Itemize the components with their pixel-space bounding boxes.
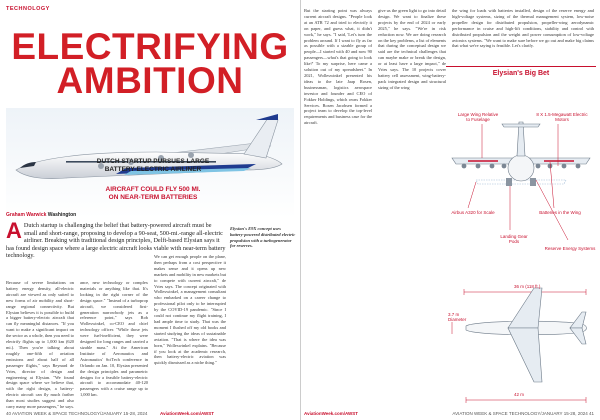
diagram-divider: [446, 66, 596, 67]
footer-url[interactable]: [160, 411, 214, 416]
deck-highlight-line-1: AIRCRAFT COULD FLY 500 MI.: [105, 186, 201, 193]
headline-line-2: AMBITION: [56, 60, 244, 101]
section-label: TECHNOLOGY: [6, 6, 50, 12]
byline-author: Graham Warwick: [6, 212, 47, 218]
headline-line-1: ELECTRIFYING: [11, 26, 289, 67]
headline: [6, 26, 294, 101]
dim-span: 42 m: [514, 392, 525, 397]
right-page: [300, 0, 600, 420]
body-column-3: We can get enough people on the plane, then perhaps from a cost perspective it makes sense and it opens up new markets and mobility in new markets but to compete with current aircraft," de Vries says. The concept originated with Wolleswinkel, a management consultant who embarked on a career change to professional pilot only to be interrupted by the COVID-19 pandemic. "Since I could not continue my flight training, I had ample time to study. That was the moment I flushed off my old books and started studying the ideas of sustainable aviation. "That is where the idea was born," Wolleswinkel explains. "Because if you look at the academic research, then battery-electric aviation was quickly dismissed as a niche thing.": [154, 254, 226, 366]
right-footer-publication: AVIATION WEEK & SPACE TECHNOLOGY/JANUARY 15-28, 2024: [452, 411, 588, 416]
right-body-column-3: the wing for loads with batteries installed, design of the reserve energy and high-voltage systems, sizing of the thermal management system, low-noise propeller design for distributed propulsion, propeller-wing aerodynamic performance in cruise and high-lift conditions, stability and control with distributed propulsion and the weight and power consumption of low-voltage avionics systems. "We want to make sure before we go out and make big claims that what we're saying is feasible. Let's clarify.: [452, 8, 594, 49]
dim-length: 36 m (118 ft.): [514, 284, 541, 289]
footer-publication: AVIATION WEEK & SPACE TECHNOLOGY/JANUARY 15-28, 2024: [12, 411, 148, 416]
callout-airbus: Airbus A320 for Scale: [451, 210, 495, 215]
footer-left: [6, 411, 147, 416]
byline-place: Washington: [47, 212, 77, 218]
page-number: 40: [6, 411, 12, 416]
callout-batteries: Batteries in the Wing: [539, 210, 581, 215]
drop-cap: A: [6, 218, 22, 243]
callout-wing: Large Wing Relative to Fuselage: [457, 112, 499, 123]
right-footer-url-link[interactable]: AviationWeek.com/AWST: [304, 411, 359, 416]
diagram-title: Elysian's Big Bet: [492, 70, 550, 77]
callout-gear: Landing Gear Pods: [500, 234, 528, 245]
right-footer-url[interactable]: [304, 411, 358, 416]
body-column-1: Because of severe limitations on battery energy density, all-electric aircraft are viewed as only suited to new forms of air mobility and short-range regional connectivity. But Elysian believes it is possible to build a bigger battery-electric aircraft that can fly meaningful distances. "If you want to make a significant impact on the sector as a whole, then you need to electrify flights up to 1,000 km (620 mi.). Then you're talking about roughly one-fifth of aviation emissions and about half of all passenger flights," says Reynard de Vries, director of design and engineering at Elysian. "We found design space where we believe that, with the right design, a battery-electric aircraft can fly much farther than most studies suggest and also carry many more passengers," he says.: [6, 280, 74, 410]
right-page-number: 41: [588, 411, 594, 416]
right-body-column-1: But the starting point was always current aircraft designs. "People look at an ATR 72 and tried to electrify it on paper, and guess what, it didn't work," he says. "I said, 'Let's turn the problem around. If I want to fly as far as possible with a sizable group of people—I started with 40 and now 90 passengers—what's that going to look like?' To my surprise, here came a solution out of my spreadsheet." In 2021, Wolleswinkel presented his ideas to the late Jaap Rosen, businessman, logistics aerospace investor and founder and CEO of Fokker Holdings, which owns Fokker Services. Rosen Jacobsen formed a project team to develop the top-level requirements and business case for the aircraft.: [304, 8, 372, 126]
callout-motors: 8 X 1.5-Megawatt Electric Motors: [536, 112, 588, 123]
body-column-2: ance, new technology or complex materials or anything like that. It's looking in the right corner of the design space." "Instead of a turboprop aircraft, we considered first-generation narrowbody jets as a reference point," says Rob Wolleswinkel, co-CEO and chief technology officer. "While those jets were fuel-inefficient, they were designed for long ranges and carried a sizable mass." At the American Institute of Aeronautics and Astronautics' SciTech conference in Orlando on Jan. 10, Elysian presented the design principles and parametric designs for a feasible battery-electric aircraft to accommodate 40-120 passengers with a cruise range up to 1,000 km.: [80, 280, 148, 398]
deck-highlight: [78, 186, 228, 202]
callout-reserve: Reserve Energy Systems: [544, 246, 596, 251]
lede-text: Dutch startup is challenging the belief that battery-powered aircraft must be small and short-range, proposing to develop a 90-seat, 500-mi.-range all-electric airliner. Breaking with traditional design principles, Delft-based Elysian says it has found design space where a large electric aircraft looks viable with near-term battery technology.: [6, 222, 226, 260]
deck-highlight-line-2: ON NEAR-TERM BATTERIES: [108, 194, 198, 201]
dim-fuselage: 3.7 m Diameter: [448, 312, 467, 322]
right-footer: [452, 411, 594, 416]
footer-url-link[interactable]: AviationWeek.com/AWST: [160, 411, 215, 416]
image-caption: Elysian's E9X concept uses battery-powered distributed electric propulsion with a turbogenerator for reserves.: [230, 226, 296, 249]
deck-line-2: BATTERY-ELECTRIC AIRLINER: [104, 166, 202, 173]
right-body-column-2: give us the green light to go into detail design. We want to finalize these projects by the end of 2024 or early 2025," he says. "We're in risk reduction now. We are doing research on the key problems, a list of elements that during the conceptual design we said are the technical challenges that can maybe make or break the design, or at least have a large impact," de Vries says. The 10 projects cover battery cell assessment, wing-battery-pack integrated design and structural sizing of the wing: [378, 8, 446, 90]
deck: [78, 158, 228, 174]
deck-line-1: DUTCH STARTUP PURSUES LARGE: [96, 158, 210, 165]
